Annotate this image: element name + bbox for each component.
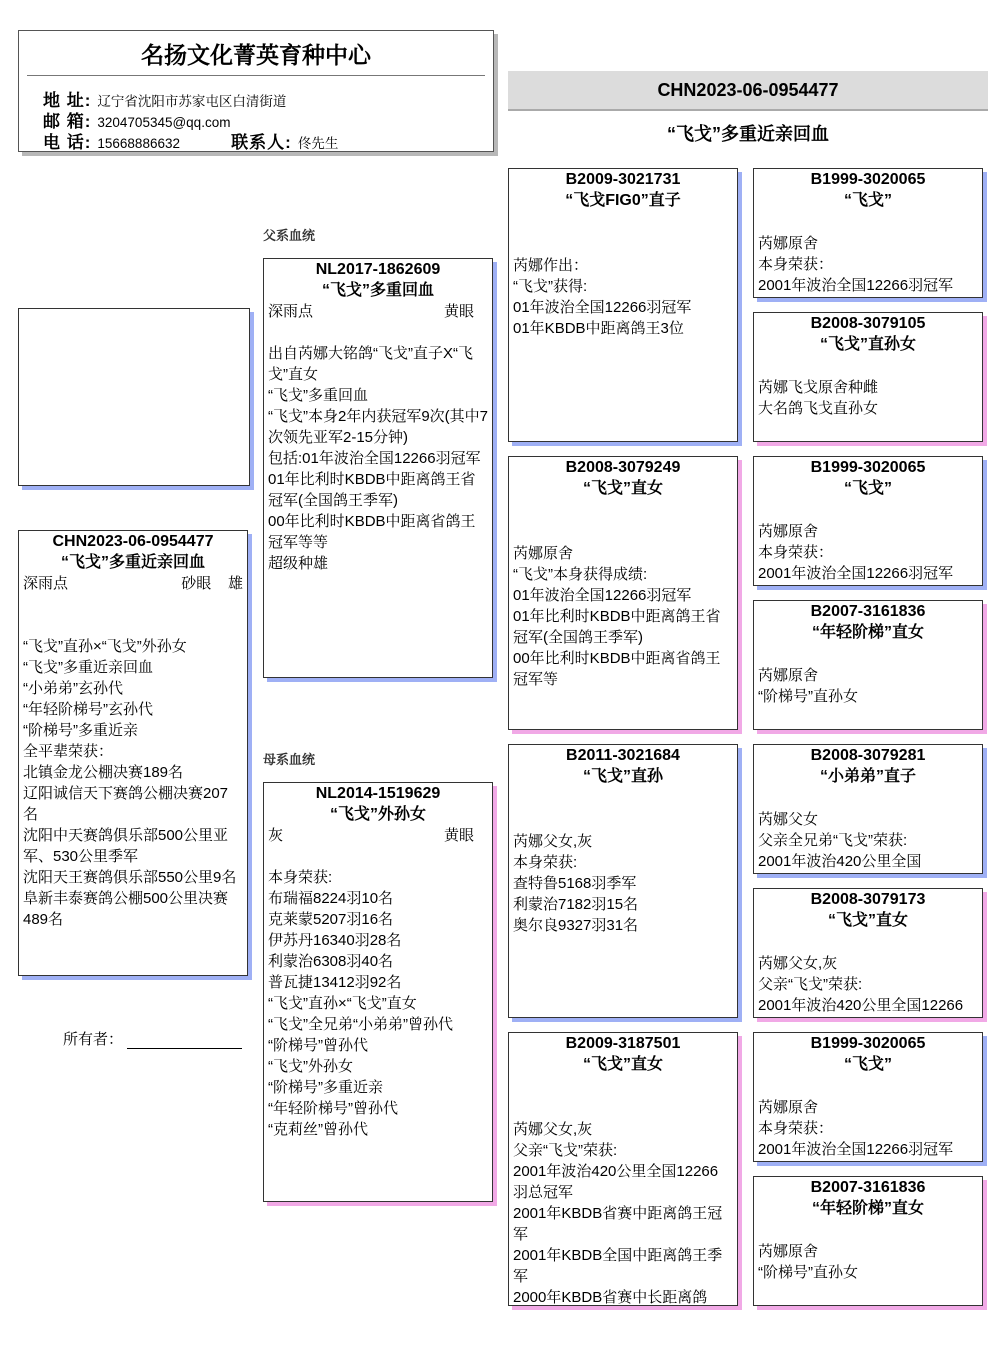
grandparent-notes bbox=[509, 543, 737, 690]
great-grandparent-name: “小弟弟”直子 bbox=[819, 768, 916, 785]
top-subtitle: “飞戈”多重近亲回血 bbox=[667, 124, 829, 144]
great-grandparent-notes bbox=[754, 377, 982, 419]
address-value: 辽宁省沈阳市苏家屯区白清街道 bbox=[97, 94, 287, 109]
sire-eye: 黄眼 bbox=[443, 303, 474, 320]
note-line: “飞戈”本身获得成绩: bbox=[513, 566, 648, 583]
note-line: 2000年KBDB省赛中长距离鸽 bbox=[513, 1289, 708, 1306]
grandparent-name: “飞戈FIG0”直子 bbox=[565, 192, 681, 209]
phone-label: 电 话: bbox=[43, 133, 92, 152]
note-line: 出自芮娜大铭鸽“飞戈”直子X“飞戈”直女 bbox=[268, 345, 473, 383]
note-line: “阶梯号”直孙女 bbox=[758, 1264, 858, 1281]
grandparent-notes bbox=[509, 831, 737, 936]
note-line: “飞戈”多重回血 bbox=[268, 387, 368, 404]
great-grandparent-ring: B1999-3020065 bbox=[810, 1035, 926, 1052]
dam-meta bbox=[264, 825, 492, 846]
note-line: 本身荣获： bbox=[758, 544, 834, 561]
subject-eye: 砂眼 bbox=[181, 575, 212, 592]
sire-ring: NL2017-1862609 bbox=[315, 261, 441, 278]
note-line: 芮娜原舍 bbox=[758, 1243, 819, 1260]
grandparent-card bbox=[508, 1032, 738, 1306]
note-line: 2001年KBDB省赛中距离鸽王冠军 bbox=[513, 1205, 723, 1243]
great-grandparent-card bbox=[753, 1176, 983, 1306]
note-line: “飞戈”获得: bbox=[513, 278, 588, 295]
great-grandparent-notes bbox=[754, 953, 982, 1016]
great-grandparent-ring: B2008-3079105 bbox=[810, 315, 926, 332]
note-line: 本身荣获： bbox=[758, 1120, 834, 1137]
note-line: 2001年波治全国12266羽冠军 bbox=[758, 1141, 954, 1158]
note-line: 01年波治全国12266羽冠军 bbox=[513, 299, 692, 316]
note-line: 芮娜原舍 bbox=[758, 523, 819, 540]
note-line: “飞戈”全兄弟“小弟弟”曾孙代 bbox=[268, 1016, 453, 1033]
note-line: 伊苏丹16340羽28名 bbox=[268, 932, 402, 949]
great-grandparent-ring: B2008-3079173 bbox=[810, 891, 926, 908]
breeder-header bbox=[18, 30, 494, 152]
note-line: 普瓦捷13412羽92名 bbox=[268, 974, 402, 991]
great-grandparent-card bbox=[753, 600, 983, 730]
great-grandparent-name: “年轻阶梯”直女 bbox=[811, 624, 924, 641]
note-line: “阶梯号”多重近亲 bbox=[268, 1079, 383, 1096]
note-line: 00年比利时KBDB中距离省鸽王冠军等等 bbox=[268, 513, 476, 551]
great-grandparent-name: “飞戈” bbox=[843, 480, 892, 497]
note-line: 布瑞福8224羽10名 bbox=[268, 890, 394, 907]
note-line: 00年比利时KBDB中距离省鸽王冠军等 bbox=[513, 650, 721, 688]
great-grandparent-ring: B1999-3020065 bbox=[810, 171, 926, 188]
note-line: “阶梯号”直孙女 bbox=[758, 688, 858, 705]
phone-row bbox=[43, 128, 338, 153]
note-line: 芮娜父女,灰 bbox=[758, 955, 838, 972]
note-line: “飞戈”外孙女 bbox=[268, 1058, 353, 1075]
note-line: 辽阳诚信天下赛鸽公棚决赛207名 bbox=[23, 785, 229, 823]
note-line: 芮娜飞戈原舍种雌 bbox=[758, 379, 879, 396]
sire-color: 深雨点 bbox=[268, 303, 314, 320]
sire-line-label: 父系血统 bbox=[263, 228, 316, 243]
great-grandparent-ring: B2007-3161836 bbox=[810, 1179, 926, 1196]
top-ring-number: CHN2023-06-0954477 bbox=[508, 71, 988, 111]
note-line: 克莱蒙5207羽16名 bbox=[268, 911, 394, 928]
owner-signature-line[interactable] bbox=[127, 1034, 242, 1049]
note-line: 利蒙治6308羽40名 bbox=[268, 953, 394, 970]
owner-label: 所有者： bbox=[63, 1031, 124, 1048]
note-line: 芮娜作出： bbox=[513, 257, 589, 274]
owner-row bbox=[63, 1028, 242, 1049]
subject-card bbox=[18, 530, 248, 976]
grandparent-notes bbox=[509, 1119, 737, 1306]
note-line: 2001年波治420公里全国 bbox=[758, 853, 922, 870]
grandparent-ring: B2011-3021684 bbox=[566, 747, 680, 764]
note-line: 阜新丰泰赛鸽公棚500公里决赛489名 bbox=[23, 890, 229, 928]
grandparent-card bbox=[508, 744, 738, 1018]
note-line: “年轻阶梯号”玄孙代 bbox=[23, 701, 153, 718]
note-line: “飞戈”直孙×“飞戈”直女 bbox=[268, 995, 417, 1012]
header-divider bbox=[27, 75, 485, 76]
subject-ring: CHN2023-06-0954477 bbox=[52, 533, 214, 550]
grandparent-ring: B2008-3079249 bbox=[565, 459, 681, 476]
note-line: 芮娜原舍 bbox=[513, 545, 574, 562]
great-grandparent-ring: B2007-3161836 bbox=[810, 603, 926, 620]
note-line: 2001年波治420公里全国12266 bbox=[758, 997, 964, 1014]
email-label: 邮 箱: bbox=[43, 112, 92, 131]
note-line: 芮娜原舍 bbox=[758, 667, 819, 684]
note-line: 超级种雄 bbox=[268, 555, 329, 572]
note-line: 父亲“飞戈”荣获: bbox=[758, 976, 863, 993]
great-grandparent-notes bbox=[754, 521, 982, 584]
note-line: 沈阳中天赛鸽俱乐部500公里亚军、530公里季军 bbox=[23, 827, 229, 865]
address-label: 地 址: bbox=[43, 91, 92, 110]
great-grandparent-name: “飞戈”直女 bbox=[827, 912, 908, 929]
great-grandparent-notes bbox=[754, 233, 982, 296]
note-line: 芮娜原舍 bbox=[758, 235, 819, 252]
great-grandparent-notes bbox=[754, 1241, 982, 1283]
note-line: 芮娜父女,灰 bbox=[513, 1121, 593, 1138]
grandparent-ring: B2009-3187501 bbox=[565, 1035, 681, 1052]
breeder-title: 名扬文化菁英育种中心 bbox=[141, 42, 371, 68]
note-line: 芮娜父女,灰 bbox=[513, 833, 593, 850]
grandparent-card bbox=[508, 168, 738, 442]
dam-color: 灰 bbox=[268, 827, 284, 844]
note-line: 全平辈荣获： bbox=[23, 743, 114, 760]
photo-placeholder bbox=[18, 308, 250, 486]
note-line: 2001年波治420公里全国12266羽总冠军 bbox=[513, 1163, 719, 1201]
note-line: 大名鸽飞戈直孙女 bbox=[758, 400, 879, 417]
great-grandparent-name: “年轻阶梯”直女 bbox=[811, 1200, 924, 1217]
note-line: 查特鲁5168羽季军 bbox=[513, 875, 637, 892]
great-grandparent-card bbox=[753, 312, 983, 442]
subject-color: 深雨点 bbox=[23, 575, 69, 592]
note-line: “飞戈”本身2年内获冠军9次(其中7次领先亚军2-15分钟) bbox=[268, 408, 489, 446]
note-line: 沈阳天王赛鸽俱乐部550公里9名 bbox=[23, 869, 237, 886]
email-value[interactable]: 3204705345@qq.com bbox=[97, 115, 231, 130]
sire-meta bbox=[264, 301, 492, 322]
note-line: 父亲全兄弟“飞戈”荣获: bbox=[758, 832, 908, 849]
great-grandparent-name: “飞戈”直孙女 bbox=[819, 336, 916, 353]
sire-card bbox=[263, 258, 493, 678]
great-grandparent-card bbox=[753, 168, 983, 298]
note-line: 北镇金龙公棚决赛189名 bbox=[23, 764, 184, 781]
grandparent-name: “飞戈”直孙 bbox=[582, 768, 663, 785]
note-line: “阶梯号”曾孙代 bbox=[268, 1037, 368, 1054]
contact-value: 佟先生 bbox=[297, 136, 339, 151]
note-line: 父亲“飞戈”荣获: bbox=[513, 1142, 618, 1159]
note-line: 芮娜父女 bbox=[758, 811, 819, 828]
grandparent-card bbox=[508, 456, 738, 730]
note-line: “年轻阶梯号”曾孙代 bbox=[268, 1100, 398, 1117]
note-line: 01年比利时KBDB中距离鸽王省冠军(全国鸽王季军) bbox=[268, 471, 476, 509]
great-grandparent-notes bbox=[754, 809, 982, 872]
great-grandparent-card bbox=[753, 456, 983, 586]
note-line: 01年比利时KBDB中距离鸽王省冠军(全国鸽王季军) bbox=[513, 608, 721, 646]
great-grandparent-name: “飞戈” bbox=[843, 192, 892, 209]
note-line: 2001年波治全国12266羽冠军 bbox=[758, 277, 954, 294]
note-line: 利蒙治7182羽15名 bbox=[513, 896, 639, 913]
great-grandparent-ring: B2008-3079281 bbox=[810, 747, 926, 764]
great-grandparent-ring: B1999-3020065 bbox=[810, 459, 926, 476]
grandparent-ring: B2009-3021731 bbox=[565, 171, 681, 188]
sire-notes bbox=[264, 343, 492, 574]
subject-meta bbox=[19, 573, 247, 594]
note-line: “小弟弟”玄孙代 bbox=[23, 680, 123, 697]
dam-name: “飞戈”外孙女 bbox=[329, 806, 426, 823]
grandparent-name: “飞戈”直女 bbox=[582, 1056, 663, 1073]
great-grandparent-notes bbox=[754, 1097, 982, 1160]
dam-line-label: 母系血统 bbox=[263, 752, 316, 767]
note-line: “飞戈”直孙×“飞戈”外孙女 bbox=[23, 638, 187, 655]
dam-notes bbox=[264, 867, 492, 1140]
great-grandparent-card bbox=[753, 1032, 983, 1162]
note-line: “飞戈”多重近亲回血 bbox=[23, 659, 153, 676]
note-line: 本身荣获： bbox=[758, 256, 834, 273]
dam-card bbox=[263, 782, 493, 1202]
note-line: 2001年波治全国12266羽冠军 bbox=[758, 565, 954, 582]
subject-name: “飞戈”多重近亲回血 bbox=[60, 554, 205, 571]
note-line: 01年波治全国12266羽冠军 bbox=[513, 587, 692, 604]
note-line: “阶梯号”多重近亲 bbox=[23, 722, 138, 739]
contact-label: 联系人: bbox=[231, 133, 292, 152]
great-grandparent-notes bbox=[754, 665, 982, 707]
dam-eye: 黄眼 bbox=[443, 827, 474, 844]
note-line: 芮娜原舍 bbox=[758, 1099, 819, 1116]
note-line: 包括:01年波治全国12266羽冠军 bbox=[268, 450, 481, 467]
great-grandparent-card bbox=[753, 888, 983, 1018]
phone-value[interactable]: 15668886632 bbox=[97, 136, 180, 151]
great-grandparent-card bbox=[753, 744, 983, 874]
note-line: 本身荣获: bbox=[513, 854, 578, 871]
note-line: 01年KBDB中距离鸽王3位 bbox=[513, 320, 684, 337]
grandparent-notes bbox=[509, 255, 737, 339]
subject-sex: 雄 bbox=[227, 575, 243, 592]
subject-notes bbox=[19, 636, 247, 930]
grandparent-name: “飞戈”直女 bbox=[582, 480, 663, 497]
great-grandparent-name: “飞戈” bbox=[843, 1056, 892, 1073]
note-line: 本身荣获: bbox=[268, 869, 333, 886]
sire-name: “飞戈”多重回血 bbox=[321, 282, 434, 299]
note-line: “克莉丝”曾孙代 bbox=[268, 1121, 368, 1138]
dam-ring: NL2014-1519629 bbox=[315, 785, 441, 802]
note-line: 2001年KBDB全国中距离鸽王季军 bbox=[513, 1247, 723, 1285]
note-line: 奥尔良9327羽31名 bbox=[513, 917, 639, 934]
